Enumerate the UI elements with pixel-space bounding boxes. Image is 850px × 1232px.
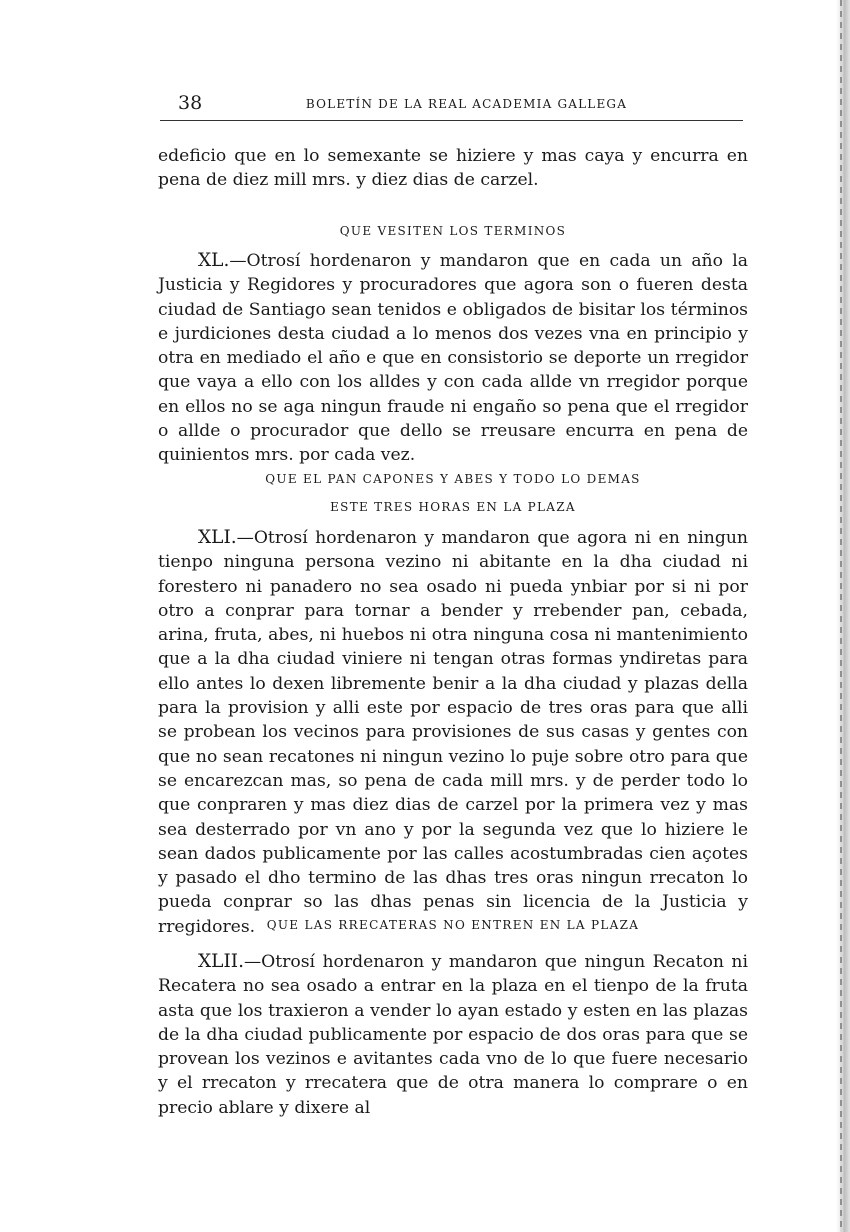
section-heading-line1: QUE EL PAN CAPONES Y ABES Y TODO LO DEMAS xyxy=(265,472,641,486)
section-text: —Otrosí hordenaron y mandaron que ningun Recaton ni Recatera no sea osado a entrar en la plaza en el tienpo de la fruta asta que los traxieron a vender lo ayan estado y esten en las plazas de la dha ciudad publicamente por espacio de dos oras para que se provean los vezinos e avitantes cada vno de lo que fuere necesario y el rrecaton y rrecatera que de otra manera lo comprare o en precio ablare y dixere al xyxy=(158,952,748,1118)
continuation-paragraph: edeficio que en lo semexante se hiziere y mas caya y encurra en pena de diez mill mrs. y diez dias de carzel. xyxy=(158,146,748,191)
section-xlii-body xyxy=(158,950,748,1120)
continuation-block xyxy=(158,144,748,193)
section-paragraph xyxy=(158,950,748,1120)
section-numeral: XLI. xyxy=(198,527,237,548)
page-header xyxy=(160,92,743,121)
section-paragraph xyxy=(158,526,748,939)
section-numeral: XLII. xyxy=(198,951,244,972)
page-edge-shadow xyxy=(836,0,850,1232)
running-title: BOLETÍN DE LA REAL ACADEMIA GALLEGA xyxy=(305,97,628,111)
binding-edge xyxy=(840,0,842,1232)
section-heading: QUE VESITEN LOS TERMINOS xyxy=(339,224,567,238)
section-heading-line2: ESTE TRES HORAS EN LA PLAZA xyxy=(330,500,576,515)
section-xli xyxy=(158,467,748,520)
section-xl xyxy=(158,219,748,243)
section-heading: QUE LAS RRECATERAS NO ENTREN EN LA PLAZA xyxy=(266,918,640,932)
section-numeral: XL. xyxy=(198,250,230,271)
section-text: —Otrosí hordenaron y mandaron que en cada un año la Justicia y Regidores y procuradores que agora son o fueren desta ciudad de Santiago sean tenidos e obligados de bisitar los términos e jurdiciones desta ciudad a lo menos dos vezes vna en principio y otra en mediado el año e que en consistorio se deporte un rregidor que vaya a ello con los alldes y con cada allde vn rregidor porque en ellos no se aga ningun fraude ni engaño so pena que el rregidor o allde o procurador que dello se rreusare encurra en pena de quinientos mrs. por cada vez. xyxy=(158,251,748,466)
section-xlii xyxy=(158,913,748,937)
section-paragraph xyxy=(158,249,748,468)
section-xli-body xyxy=(158,526,748,939)
page-number: 38 xyxy=(178,92,203,114)
section-xl-body xyxy=(158,249,748,468)
section-text: —Otrosí hordenaron y mandaron que agora ni en ningun tienpo ninguna persona vezino ni abitante en la dha ciudad ni forestero ni panadero no sea osado ni pueda ynbiar por si ni por otro a conprar para tornar a bender y rrebender pan, cebada, arina, fruta, abes, ni huebos ni otra ninguna cosa ni mantenimiento que a la dha ciudad viniere ni tengan otras formas yndiretas para ello antes lo dexen libremente benir a la dha ciudad y plazas della para la provision y alli este por espacio de tres oras para que alli se probean los vecinos para provisiones de sus casas y gentes con que no sean recatones ni ningun vezino lo puje sobre otro para que se encarezcan mas, so pena de cada mill mrs. y de perder todo lo que conpraren y mas diez dias de carzel por la primera vez y mas sea desterrado por vn ano y por la segunda vez que lo hiziere le sean dados publicamente por las calles acostumbradas cien açotes y pasado el dho termino de las dhas tres oras ningun rrecaton lo pueda conprar so las dhas penas sin licencia de la Justicia y rregidores. xyxy=(158,528,748,937)
